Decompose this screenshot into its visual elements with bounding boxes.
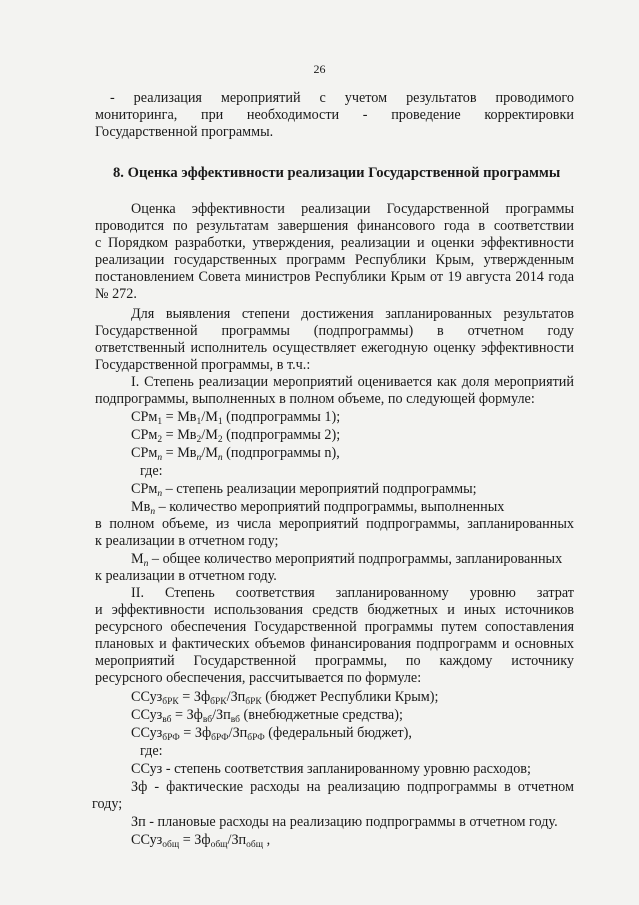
text-line: и эффективности использования средств бюджетных и иных источников	[95, 602, 574, 618]
text-line: реализации государственных программ Республики Крым, утвержденным	[95, 252, 574, 268]
text-line: Государственной программы, в т.ч.:	[95, 357, 311, 373]
definition-line: $Мв_n$ – количество мероприятий подпрограммы, выполненных	[131, 499, 505, 517]
formula-line: ССуз$_{бРК}$ = $Зф_{бРК}/Зп_{бРК}$ (бюджет Республики Крым);	[131, 689, 439, 707]
text-line: мероприятий Государственной программы, по каждому источнику	[95, 653, 574, 669]
formula-line: ССуз$_{бРФ}$ = $Зф_{бРФ}/Зп_{бРФ}$ (федеральный бюджет),	[131, 725, 412, 743]
text-line: Зп - плановые расходы на реализацию подпрограммы в отчетном году.	[131, 814, 558, 830]
formula-line: ССуз$_{общ}$ = $Зф_{общ}/Зп_{общ}$ ,	[131, 832, 271, 850]
text-line: Зф - фактические расходы на реализацию подпрограммы в отчетном	[131, 779, 574, 795]
formula-line: $СРм_1 = Мв_1/М_1$ (подпрограммы 1);	[131, 409, 341, 427]
text-line: с Порядком разработки, утверждения, реализации и оценки эффективности	[95, 235, 574, 251]
text-line: где:	[140, 743, 163, 759]
text-line: в полном объеме, из числа мероприятий подпрограммы, запланированных	[95, 516, 574, 532]
text-line: постановлением Совета министров Республики Крым от 19 августа 2014 года	[95, 269, 574, 285]
text-line: ответственный исполнитель осуществляет ежегодную оценку эффективности	[95, 340, 574, 356]
text-line: плановых и фактических объемов финансирования подпрограмм и основных	[95, 636, 574, 652]
text-line: ресурсного обеспечения, рассчитывается по формуле:	[95, 670, 422, 686]
definition-line: $М_n$ – общее количество мероприятий подпрограммы, запланированных	[131, 551, 563, 569]
text-line: Государственной программы.	[95, 124, 274, 140]
formula-line: $СРм_n = Мв_n/М_n$ (подпрограммы n),	[131, 445, 340, 463]
text-line: II. Степень соответствия запланированному уровню затрат	[131, 585, 574, 601]
text-line: Для выявления степени достижения запланированных результатов	[131, 306, 574, 322]
text-line: I. Степень реализации мероприятий оценивается как доля мероприятий	[131, 374, 574, 390]
text-line: ресурсного обеспечения Государственной программы путем сопоставления	[95, 619, 574, 635]
text-line: Оценка эффективности реализации Государственной программы	[131, 201, 574, 217]
text-line: ССуз - степень соответствия запланированному уровню расходов;	[131, 761, 531, 777]
text-line: где:	[140, 463, 163, 479]
text-line: Государственной программы (подпрограммы) в отчетном году	[95, 323, 574, 339]
text-line: проводится по результатам завершения финансового года в соответствии	[95, 218, 574, 234]
text-line: мониторинга, при необходимости - проведение корректировки	[95, 107, 574, 123]
text-line: году;	[92, 796, 123, 812]
text-line: подпрограммы, выполненных в полном объеме, по следующей формуле:	[95, 391, 535, 407]
formula-line: $СРм_2 = Мв_2/М_2$ (подпрограммы 2);	[131, 427, 341, 445]
text-line: к реализации в отчетном году.	[95, 568, 277, 584]
definition-line: СРм$_n$ – степень реализации мероприятий подпрограммы;	[131, 481, 477, 499]
text-line: № 272.	[95, 286, 137, 302]
formula-line: ССуз$_{вб}$ = $Зф_{вб}/Зп_{вб}$ (внебюджетные средства);	[131, 707, 403, 725]
text-line: - реализация мероприятий с учетом результатов проводимого	[110, 90, 574, 106]
text-line: к реализации в отчетном году;	[95, 533, 279, 549]
section-heading: 8. Оценка эффективности реализации Государственной программы	[113, 165, 561, 181]
page-number: 26	[313, 62, 326, 76]
